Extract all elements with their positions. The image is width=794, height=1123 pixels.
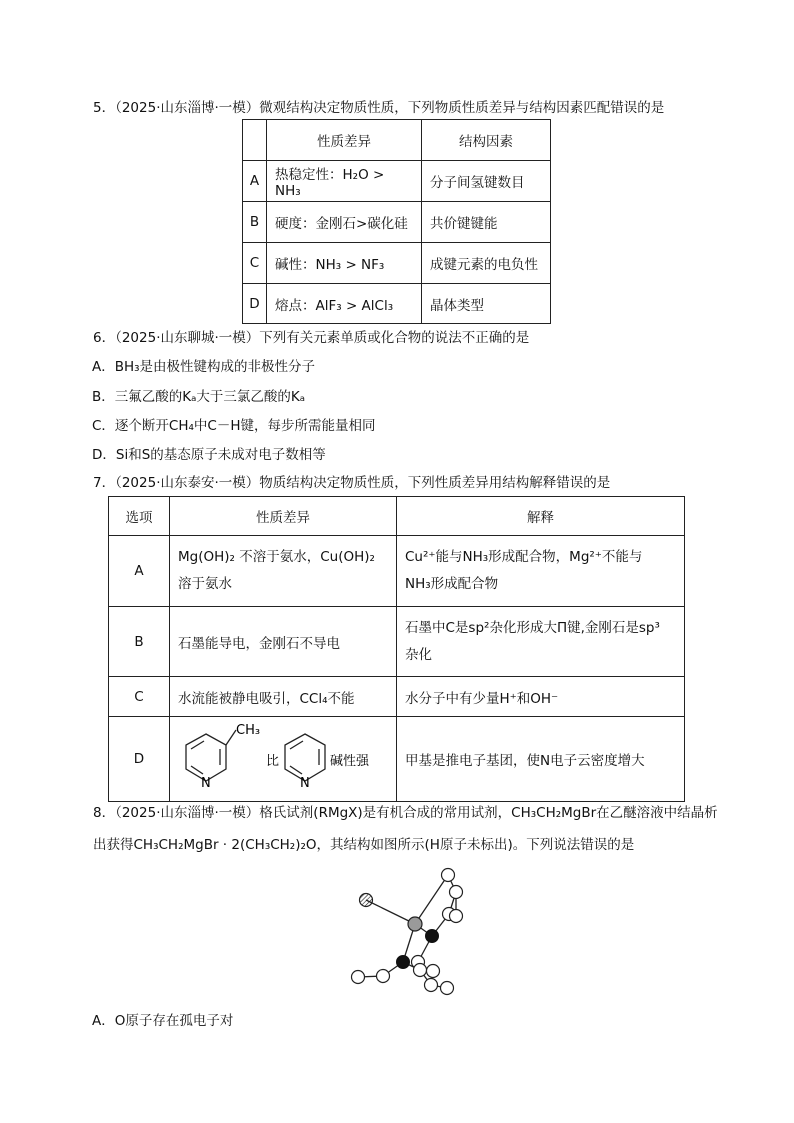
option-d: D．Si和S的基态原子未成对电子数相等 bbox=[92, 447, 326, 463]
row-property: 水流能被静电吸引，CCl₄不能 bbox=[170, 677, 397, 717]
row-explanation bbox=[397, 607, 685, 677]
row-factor: 晶体类型 bbox=[422, 284, 551, 324]
table-row bbox=[243, 284, 551, 324]
table-row bbox=[109, 536, 685, 607]
question-text-line1: 格氏试剂(RMgX)是有机合成的常用试剂，CH₃CH₂MgBr在乙醚溶液中结晶析 bbox=[259, 805, 718, 821]
row-factor: 成键元素的电负性 bbox=[422, 243, 551, 284]
option-b: B．三氟乙酸的Kₐ大于三氯乙酸的Kₐ bbox=[92, 389, 306, 405]
row-label: B bbox=[243, 202, 267, 243]
row-factor: 共价键键能 bbox=[422, 202, 551, 243]
option-c: C．逐个断开CH₄中C－H键，每步所需能量相同 bbox=[92, 418, 376, 434]
explanation-line: Cu²⁺能与NH₃形成配合物，Mg²⁺不能与 bbox=[405, 549, 643, 565]
pyridine-comparison-figure bbox=[170, 717, 396, 797]
header-cell: 性质差异 bbox=[170, 497, 397, 536]
row-label: D bbox=[243, 284, 267, 324]
question-source: （2025·山东淄博·一模） bbox=[115, 100, 260, 116]
q7-table bbox=[108, 496, 685, 802]
comparison-suffix: 碱性强 bbox=[330, 754, 370, 769]
carbon-atom bbox=[427, 965, 440, 978]
q5-table bbox=[242, 119, 551, 324]
option-a: A．O原子存在孤电子对 bbox=[92, 1013, 234, 1029]
question-text-line2: 出获得CH₃CH₂MgBr · 2(CH₃CH₂)₂O，其结构如图所示(H原子未标出)。下列说法错误的是 bbox=[93, 837, 635, 853]
header-cell: 选项 bbox=[109, 497, 170, 536]
carbon-atom bbox=[414, 964, 427, 977]
row-explanation: 水分子中有少量H⁺和OH⁻ bbox=[397, 677, 685, 717]
property-line: 溶于氨水 bbox=[178, 576, 232, 592]
explanation-line: NH₃形成配合物 bbox=[405, 576, 499, 592]
header-cell: 结构因素 bbox=[422, 120, 551, 161]
question-text: 下列有关元素单质或化合物的说法不正确的是 bbox=[259, 330, 530, 346]
property-line: Mg(OH)₂ 不溶于氨水，Cu(OH)₂ bbox=[178, 549, 375, 565]
question-8 bbox=[93, 801, 718, 821]
magnesium-atom bbox=[408, 917, 422, 931]
question-6 bbox=[93, 326, 529, 346]
table-row bbox=[243, 243, 551, 284]
row-label: C bbox=[109, 677, 170, 717]
table-header-row bbox=[243, 120, 551, 161]
header-cell bbox=[243, 120, 267, 161]
question-source: （2025·山东泰安·一模） bbox=[115, 475, 260, 491]
question-text: 微观结构决定物质性质，下列物质性质差异与结构因素匹配错误的是 bbox=[259, 100, 665, 116]
row-property: 碱性：NH₃ > NF₃ bbox=[267, 243, 422, 284]
nitrogen-label: N bbox=[201, 776, 211, 791]
oxygen-atom bbox=[397, 956, 410, 969]
bond-lines bbox=[358, 875, 456, 988]
table-row bbox=[109, 607, 685, 677]
row-property bbox=[170, 717, 397, 802]
question-number: 5． bbox=[93, 100, 116, 116]
row-property: 热稳定性：H₂O > NH₃ bbox=[267, 161, 422, 202]
grignard-structure-figure bbox=[345, 862, 475, 1002]
methylpyridine-structure bbox=[186, 723, 260, 791]
carbon-atom bbox=[441, 982, 454, 995]
row-property: 石墨能导电，金刚石不导电 bbox=[170, 607, 397, 677]
table-row bbox=[109, 677, 685, 717]
question-number: 6． bbox=[93, 330, 116, 346]
row-label: B bbox=[109, 607, 170, 677]
row-factor: 分子间氢键数目 bbox=[422, 161, 551, 202]
pyridine-structure bbox=[285, 734, 325, 791]
row-label: A bbox=[243, 161, 267, 202]
comparison-word: 比 bbox=[266, 754, 280, 769]
question-number: 8． bbox=[93, 805, 116, 821]
methyl-label: CH₃ bbox=[236, 723, 261, 738]
carbon-atom bbox=[425, 979, 438, 992]
row-label: A bbox=[109, 536, 170, 607]
question-source: （2025·山东淄博·一模） bbox=[115, 805, 260, 821]
carbon-atom bbox=[450, 910, 463, 923]
row-property: 硬度：金刚石>碳化硅 bbox=[267, 202, 422, 243]
row-explanation: 甲基是推电子基团，使N电子云密度增大 bbox=[397, 717, 685, 802]
carbon-atom bbox=[352, 971, 365, 984]
explanation-line: 石墨中C是sp²杂化形成大Π键,金刚石是sp³ bbox=[405, 619, 660, 636]
oxygen-atom bbox=[426, 930, 439, 943]
carbon-atom bbox=[377, 970, 390, 983]
nitrogen-label: N bbox=[300, 776, 310, 791]
table-row bbox=[243, 202, 551, 243]
carbon-atom bbox=[442, 869, 455, 882]
table-header-row bbox=[109, 497, 685, 536]
question-number: 7． bbox=[93, 475, 116, 491]
row-property: 熔点：AlF₃ > AlCl₃ bbox=[267, 284, 422, 324]
row-label: D bbox=[109, 717, 170, 802]
carbon-atom bbox=[450, 886, 463, 899]
question-5 bbox=[93, 96, 664, 116]
row-label: C bbox=[243, 243, 267, 284]
header-cell: 性质差异 bbox=[267, 120, 422, 161]
explanation-line: 杂化 bbox=[405, 646, 432, 663]
row-explanation bbox=[397, 536, 685, 607]
row-property bbox=[170, 536, 397, 607]
question-text: 物质结构决定物质性质，下列性质差异用结构解释错误的是 bbox=[259, 475, 611, 491]
table-row bbox=[109, 717, 685, 802]
question-source: （2025·山东聊城·一模） bbox=[115, 330, 260, 346]
bromine-atom bbox=[360, 894, 373, 907]
question-7 bbox=[93, 471, 610, 491]
option-a: A．BH₃是由极性键构成的非极性分子 bbox=[92, 359, 316, 375]
header-cell: 解释 bbox=[397, 497, 685, 536]
table-row bbox=[243, 161, 551, 202]
